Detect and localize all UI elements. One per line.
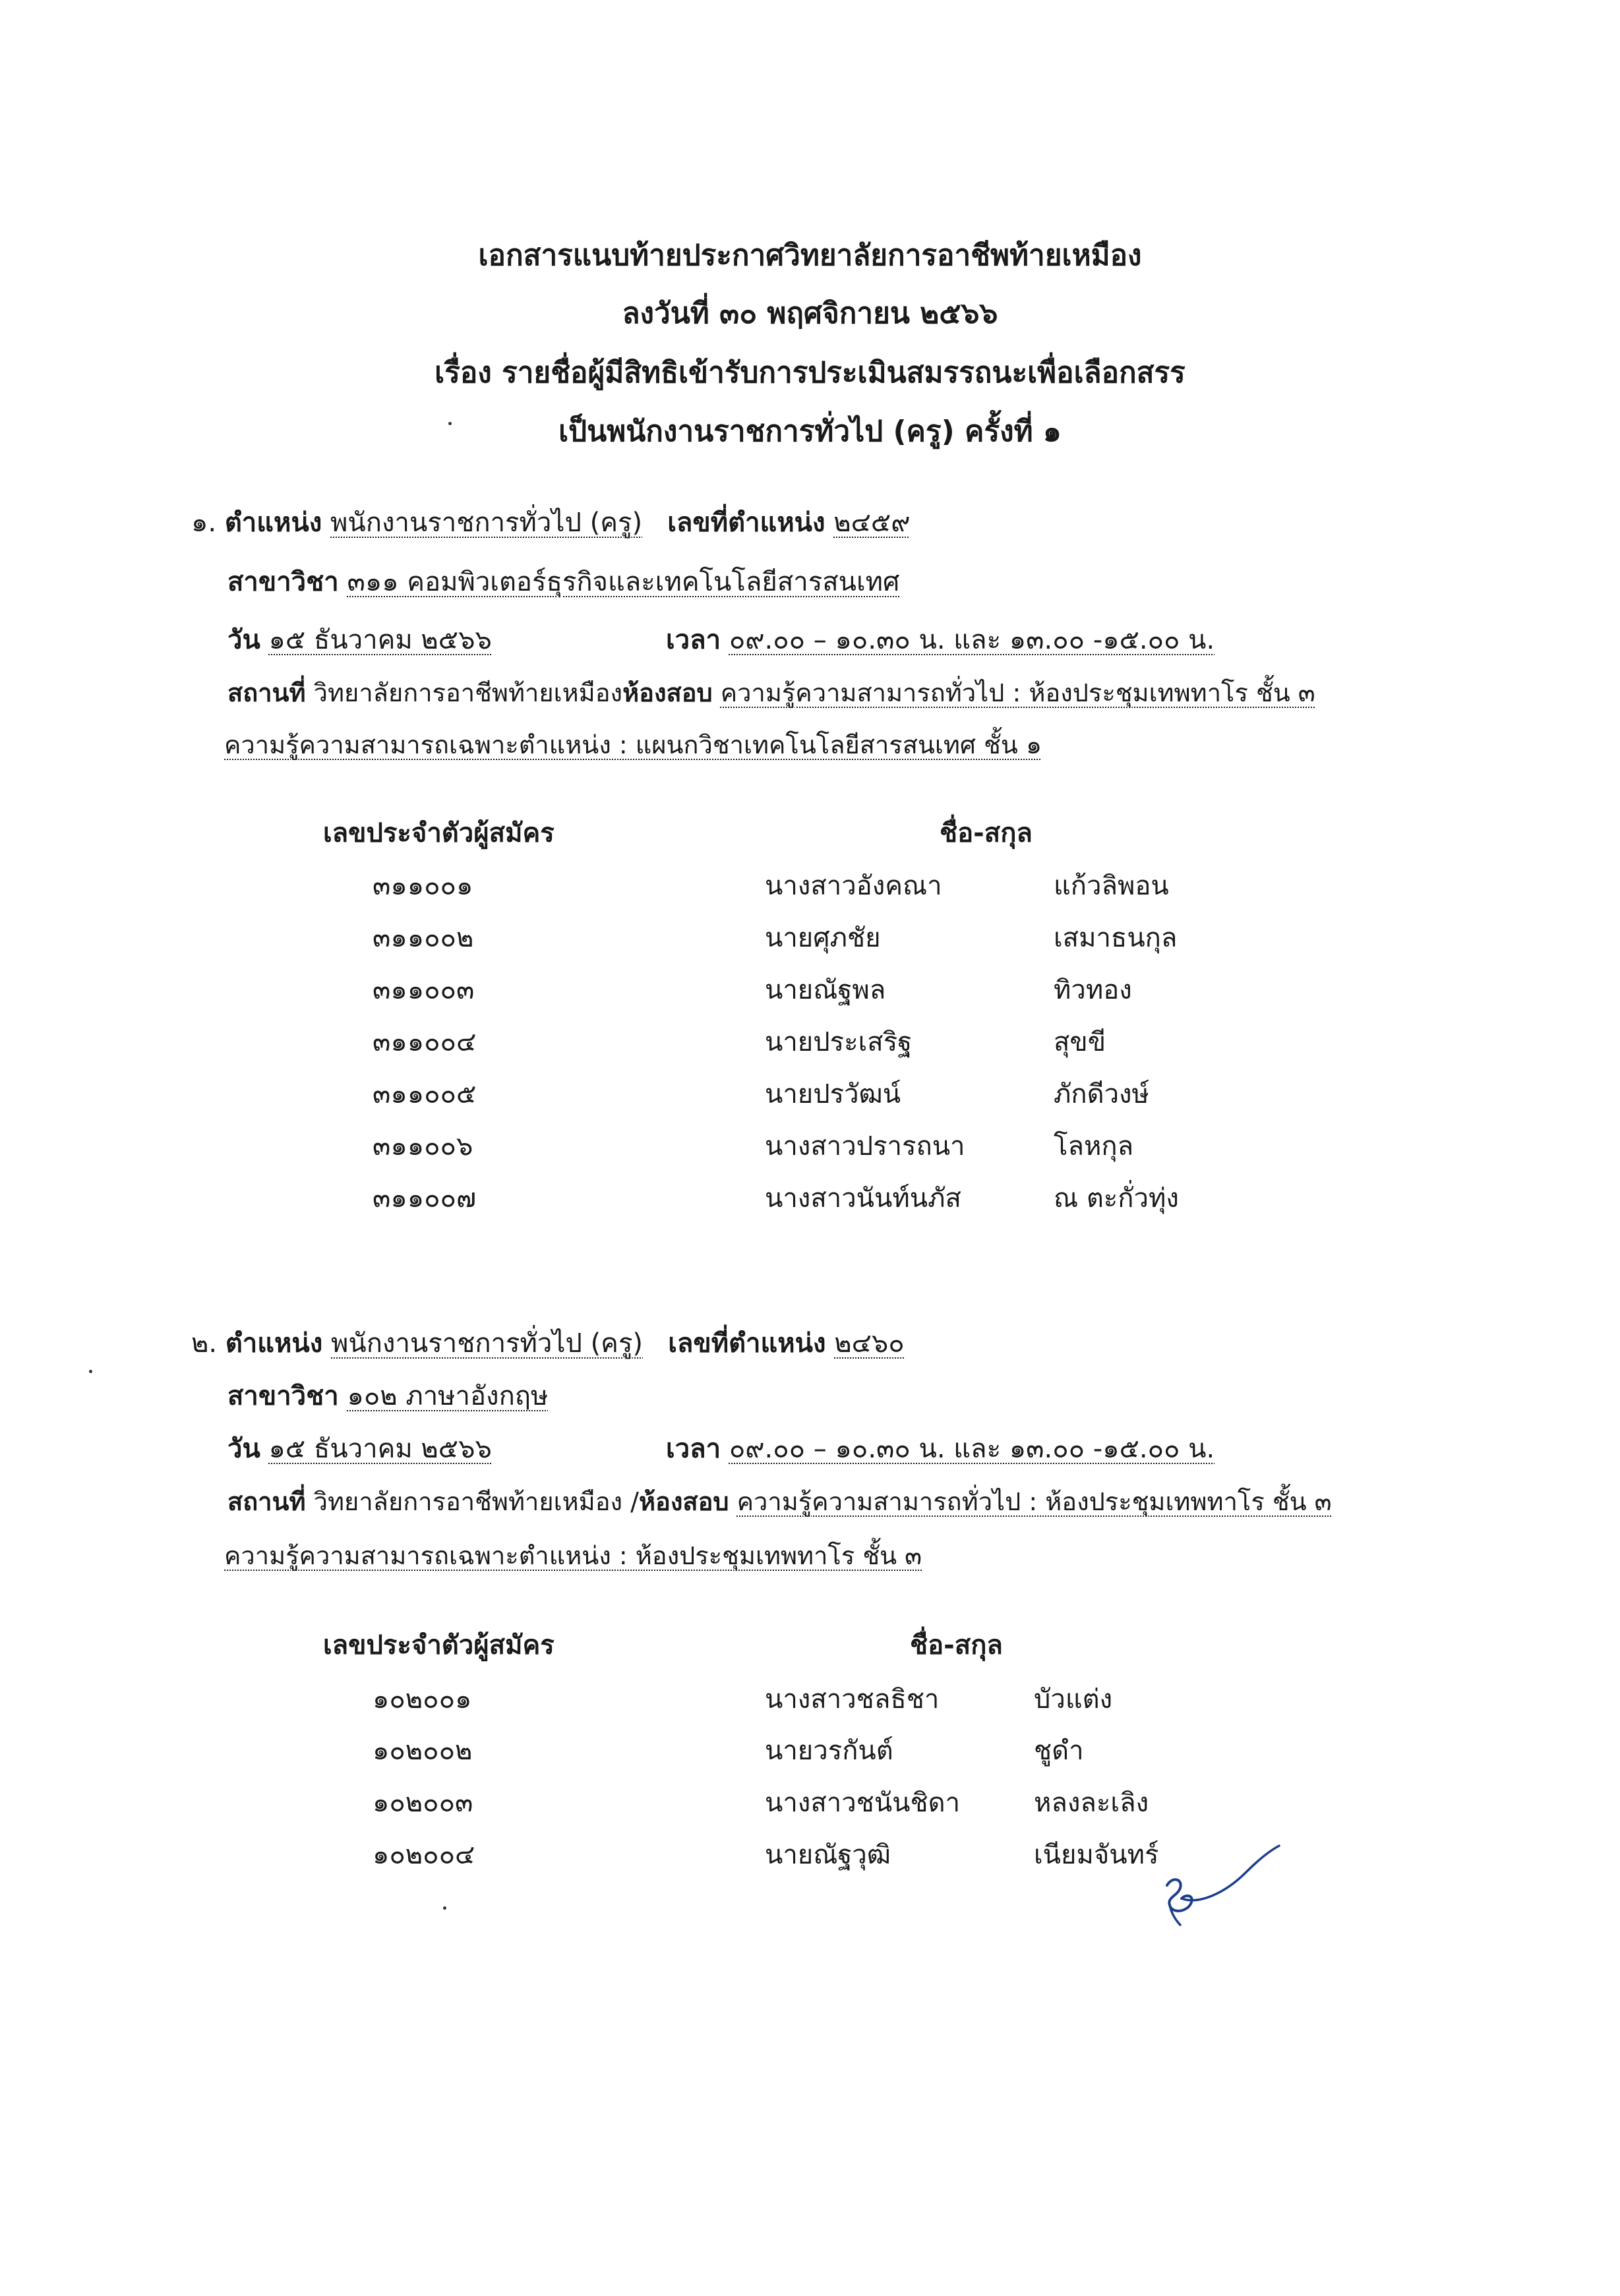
table-row-last-name: บัวแต่ง — [1034, 1684, 1113, 1715]
section-1-room-specific: ความรู้ความสามารถเฉพาะตำแหน่ง : แผนกวิชาเทคโนโลยีสารสนเทศ ชั้น ๑ — [224, 730, 1042, 759]
table-row-last-name: ทิวทอง — [1054, 975, 1132, 1005]
section-1-subject-line — [227, 564, 899, 601]
table-row-id: ๓๑๑๐๐๒ — [373, 923, 474, 953]
section-2-subject: ๑๐๒ ภาษาอังกฤษ — [347, 1381, 549, 1411]
table-row-id: ๓๑๑๐๐๓ — [373, 975, 475, 1005]
table-row-first-name: นายศุภชัย — [765, 923, 881, 953]
section-2-subject-line — [227, 1378, 548, 1415]
exam-room-label: ห้องสอบ — [622, 678, 713, 707]
table-row-last-name: เนียมจันทร์ — [1034, 1840, 1159, 1870]
exam-room-label: ห้องสอบ — [638, 1487, 729, 1516]
section-1-time-line — [666, 622, 1215, 659]
section-1-position-line — [191, 504, 911, 541]
section-1-number: ๑. — [191, 508, 217, 538]
scan-speck — [448, 422, 452, 425]
table-row-last-name: ภักดีวงษ์ — [1054, 1079, 1149, 1109]
section-2-position: พนักงานราชการทั่วไป (ครู) — [331, 1328, 644, 1359]
table-row-id: ๑๐๒๐๐๑ — [373, 1684, 472, 1715]
section-2-col-id-header: เลขประจำตัวผู้สมัคร — [323, 1630, 555, 1661]
time-label: เวลา — [666, 625, 721, 655]
subject-label: สาขาวิชา — [227, 567, 339, 597]
section-2-room-general: ความรู้ความสามารถทั่วไป : ห้องประชุมเทพทาโร ชั้น ๓ — [736, 1487, 1332, 1516]
table-row-id: ๓๑๑๐๐๗ — [373, 1183, 477, 1214]
table-row-id: ๑๐๒๐๐๒ — [373, 1736, 473, 1766]
table-row-first-name: นางสาวชลธิชา — [765, 1684, 940, 1715]
table-row-first-name: นายณัฐพล — [765, 975, 886, 1005]
scan-speck — [89, 1370, 92, 1373]
section-2-day-line — [227, 1430, 492, 1467]
section-2-col-name-header: ชื่อ-สกุล — [910, 1630, 1003, 1661]
time-label: เวลา — [666, 1434, 721, 1464]
table-row-last-name: สุขขี — [1054, 1027, 1106, 1057]
table-row-first-name: นางสาวชนันชิดา — [765, 1788, 961, 1818]
section-1-time: ๐๙.๐๐ – ๑๐.๓๐ น. และ ๑๓.๐๐ -๑๕.๐๐ น. — [729, 625, 1215, 655]
table-row-id: ๓๑๑๐๐๖ — [373, 1131, 473, 1162]
subject-label: สาขาวิชา — [227, 1381, 339, 1411]
table-row-first-name: นายวรกันต์ — [765, 1736, 893, 1766]
section-1-place: วิทยาลัยการอาชีพท้ายเหมือง — [313, 678, 623, 707]
position-label: ตำแหน่ง — [224, 508, 322, 538]
header-line-1: เอกสารแนบท้ายประกาศวิทยาลัยการอาชีพท้ายเหมือง — [478, 239, 1142, 272]
header-line-2: ลงวันที่ ๓๐ พฤศจิกายน ๒๕๖๖ — [622, 297, 998, 330]
table-row-first-name: นายประเสริฐ — [765, 1027, 913, 1057]
position-label: ตำแหน่ง — [225, 1328, 323, 1359]
section-2-number: ๒. — [191, 1328, 218, 1359]
signature-mark — [1141, 1833, 1286, 1931]
table-row-first-name: นายปรวัฒน์ — [765, 1079, 901, 1109]
section-1-col-id-header: เลขประจำตัวผู้สมัคร — [323, 818, 555, 848]
section-1-position-number: ๒๔๕๙ — [833, 508, 911, 538]
place-label: สถานที่ — [227, 1487, 306, 1516]
table-row-id: ๑๐๒๐๐๔ — [373, 1840, 475, 1870]
section-2-place-line — [227, 1483, 1332, 1520]
day-label: วัน — [227, 625, 260, 655]
day-label: วัน — [227, 1434, 260, 1464]
table-row-last-name: ณ ตะกั่วทุ่ง — [1054, 1183, 1179, 1214]
table-row-last-name: โลหกุล — [1054, 1131, 1134, 1162]
table-row-last-name: หลงละเลิง — [1034, 1788, 1149, 1818]
section-1-col-name-header: ชื่อ-สกุล — [940, 818, 1033, 848]
section-1-date: ๑๕ ธันวาคม ๒๕๖๖ — [268, 625, 492, 655]
place-label: สถานที่ — [227, 678, 306, 707]
section-2-time-line — [666, 1430, 1215, 1467]
section-2-place: วิทยาลัยการอาชีพท้ายเหมือง / — [313, 1487, 639, 1516]
scan-speck — [443, 1906, 446, 1910]
section-2-time: ๐๙.๐๐ – ๑๐.๓๐ น. และ ๑๓.๐๐ -๑๕.๐๐ น. — [729, 1434, 1215, 1464]
table-row-id: ๓๑๑๐๐๔ — [373, 1027, 477, 1057]
table-row-first-name: นางสาวอังคณา — [765, 871, 942, 901]
section-1-position: พนักงานราชการทั่วไป (ครู) — [330, 508, 643, 538]
table-row-id: ๓๑๑๐๐๕ — [373, 1079, 477, 1109]
table-row-last-name: แก้วลิพอน — [1054, 871, 1169, 901]
table-row-id: ๑๐๒๐๐๓ — [373, 1788, 473, 1818]
table-row-first-name: นายณัฐวุฒิ — [765, 1840, 891, 1870]
section-2-date: ๑๕ ธันวาคม ๒๕๖๖ — [268, 1434, 492, 1464]
header-line-4: เป็นพนักงานราชการทั่วไป (ครู) ครั้งที่ ๑ — [558, 415, 1062, 448]
section-2-room-specific: ความรู้ความสามารถเฉพาะตำแหน่ง : ห้องประชุมเทพทาโร ชั้น ๓ — [224, 1541, 922, 1570]
section-1-place-line — [227, 674, 1315, 711]
section-1-room-general: ความรู้ความสามารถทั่วไป : ห้องประชุมเทพทาโร ชั้น ๓ — [720, 678, 1315, 707]
position-number-label: เลขที่ตำแหน่ง — [668, 1328, 826, 1359]
table-row-last-name: เสมาธนกุล — [1054, 923, 1178, 953]
section-2-position-number: ๒๔๖๐ — [834, 1328, 905, 1359]
section-1-room-specific-line — [224, 726, 1042, 763]
table-row-first-name: นางสาวนันท์นภัส — [765, 1183, 961, 1214]
header-line-3: เรื่อง รายชื่อผู้มีสิทธิเข้ารับการประเมินสมรรถนะเพื่อเลือกสรร — [435, 356, 1185, 390]
section-1-subject: ๓๑๑ คอมพิวเตอร์ธุรกิจและเทคโนโลยีสารสนเทศ — [347, 567, 900, 597]
section-1-day-line — [227, 622, 492, 659]
table-row-first-name: นางสาวปรารถนา — [765, 1131, 965, 1162]
table-row-last-name: ชูดำ — [1034, 1736, 1084, 1766]
section-2-room-specific-line — [224, 1537, 922, 1574]
section-2-position-line — [191, 1325, 905, 1362]
position-number-label: เลขที่ตำแหน่ง — [667, 508, 825, 538]
table-row-id: ๓๑๑๐๐๑ — [373, 871, 473, 901]
